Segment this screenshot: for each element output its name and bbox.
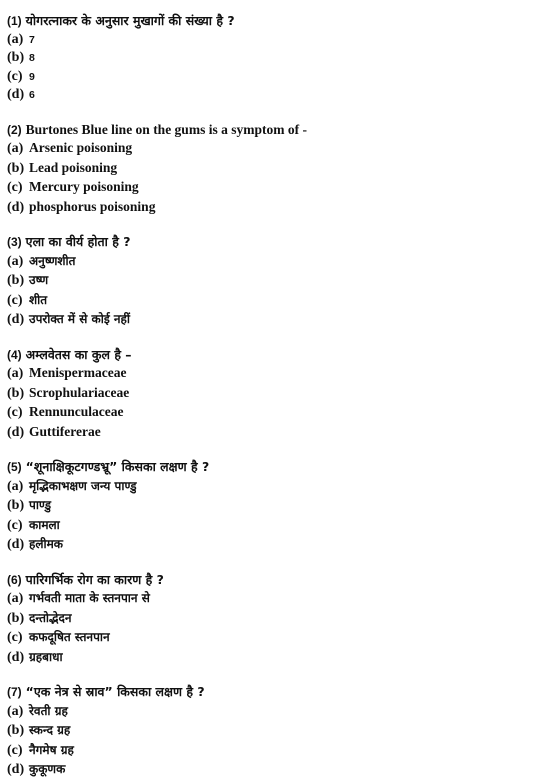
option-text: 7 — [29, 33, 35, 46]
option-c — [7, 741, 550, 761]
question-3 — [7, 233, 550, 330]
question-1 — [7, 12, 550, 105]
option-label: (d) — [7, 424, 25, 440]
question-number: (5) — [7, 460, 22, 474]
option-b — [7, 384, 550, 404]
option-text: शीत — [29, 292, 48, 307]
option-b — [7, 721, 550, 741]
option-label: (c) — [7, 405, 23, 420]
question-text: योगरत्नाकर के अनुसार मुखागों की संख्या है ? — [25, 13, 235, 28]
option-d — [7, 86, 550, 105]
question-text: Burtones Blue line on the gums is a symptom of - — [25, 121, 307, 137]
option-label: (b) — [7, 610, 25, 626]
option-b — [7, 496, 550, 516]
option-text: कामला — [29, 517, 60, 532]
option-text: Guttifererae — [29, 423, 101, 439]
option-c — [7, 628, 550, 648]
option-label: (d) — [7, 199, 25, 215]
option-a — [7, 477, 550, 497]
option-c — [7, 68, 550, 87]
option-d — [7, 648, 550, 668]
question-text: अम्लवेतस का कुल है – — [25, 346, 132, 362]
option-a — [7, 589, 550, 609]
option-a — [7, 31, 550, 50]
option-label: (a) — [7, 478, 24, 494]
option-text: पाण्डु — [29, 498, 52, 512]
option-text: कफदूषित स्तनपान — [29, 630, 110, 644]
option-text: नैगमेष ग्रह — [29, 742, 74, 757]
option-text: phosphorus poisoning — [29, 198, 156, 214]
question-7 — [7, 683, 550, 780]
option-b — [7, 271, 550, 291]
option-label: (d) — [7, 537, 25, 552]
option-text: 6 — [29, 89, 35, 101]
question-2 — [7, 121, 550, 218]
option-label: (a) — [7, 31, 24, 47]
option-d — [7, 310, 550, 330]
question-5-stem — [7, 458, 550, 477]
question-number: (2) — [7, 122, 22, 137]
option-text: Lead poisoning — [29, 159, 118, 175]
option-label: (d) — [7, 312, 25, 327]
question-3-stem — [7, 233, 550, 252]
question-7-stem — [7, 683, 550, 702]
option-label: (a) — [7, 141, 24, 156]
option-text: 9 — [29, 70, 35, 83]
option-text: गर्भवती माता के स्तनपान से — [29, 591, 150, 605]
option-label: (d) — [7, 762, 25, 777]
option-c — [7, 291, 550, 311]
option-label: (b) — [7, 50, 25, 65]
question-number: (7) — [7, 685, 22, 699]
option-label: (b) — [7, 385, 25, 401]
question-text: पारिगर्भिक रोग का कारण है ? — [25, 571, 164, 587]
option-text: हलीमक — [29, 537, 64, 551]
question-5 — [7, 458, 550, 555]
option-label: (c) — [7, 630, 23, 645]
question-text: एला का वीर्य होता है ? — [25, 234, 131, 249]
option-c — [7, 403, 550, 423]
question-1-stem — [7, 12, 550, 31]
option-label: (c) — [7, 68, 23, 84]
option-text: Mercury poisoning — [29, 179, 139, 194]
question-number: (6) — [7, 572, 22, 587]
question-text: “एक नेत्र से स्राव” किसका लक्षण है ? — [25, 684, 205, 699]
option-text: रेवती ग्रह — [29, 703, 68, 718]
option-label: (a) — [7, 591, 24, 606]
option-c — [7, 516, 550, 536]
option-text: Arsenic poisoning — [29, 140, 133, 155]
option-label: (d) — [7, 87, 25, 102]
option-text: 8 — [29, 52, 35, 64]
option-text: स्कन्द ग्रह — [29, 723, 71, 737]
option-label: (a) — [7, 253, 24, 269]
option-text: कुकूणक — [29, 762, 66, 776]
option-text: ग्रहबाधा — [29, 649, 63, 664]
question-2-stem — [7, 121, 550, 140]
question-number: (1) — [7, 14, 22, 28]
option-b — [7, 159, 550, 179]
option-b — [7, 609, 550, 629]
option-text: दन्तोद्भेदन — [29, 610, 72, 625]
option-d — [7, 760, 550, 780]
question-4 — [7, 346, 550, 443]
option-label: (b) — [7, 273, 25, 288]
option-c — [7, 178, 550, 198]
option-label: (b) — [7, 723, 25, 738]
option-text: अनुष्णशीत — [29, 253, 76, 268]
option-text: उष्ण — [29, 273, 49, 287]
question-4-stem — [7, 346, 550, 365]
question-number: (4) — [7, 347, 22, 362]
option-label: (b) — [7, 160, 25, 176]
option-label: (c) — [7, 180, 23, 195]
option-d — [7, 198, 550, 218]
option-text: उपरोक्त में से कोई नहीं — [29, 312, 131, 326]
option-label: (d) — [7, 649, 25, 665]
option-a — [7, 252, 550, 272]
option-label: (b) — [7, 498, 25, 513]
option-label: (c) — [7, 742, 23, 758]
option-d — [7, 535, 550, 555]
question-text: “शूनाक्षिकूटगण्डभ्रू” किसका लक्षण है ? — [25, 459, 210, 474]
option-label: (a) — [7, 366, 24, 381]
option-b — [7, 49, 550, 68]
option-label: (a) — [7, 703, 24, 719]
option-a — [7, 139, 550, 159]
option-label: (c) — [7, 517, 23, 533]
option-text: मृद्भिकाभक्षण जन्य पाण्डु — [29, 478, 137, 493]
option-text: Rennunculaceae — [29, 404, 124, 419]
question-6 — [7, 571, 550, 668]
question-number: (3) — [7, 235, 22, 249]
option-text: Menispermaceae — [29, 365, 127, 380]
question-6-stem — [7, 571, 550, 590]
option-a — [7, 702, 550, 722]
option-a — [7, 364, 550, 384]
option-text: Scrophulariaceae — [29, 384, 130, 400]
option-label: (c) — [7, 292, 23, 308]
option-d — [7, 423, 550, 443]
